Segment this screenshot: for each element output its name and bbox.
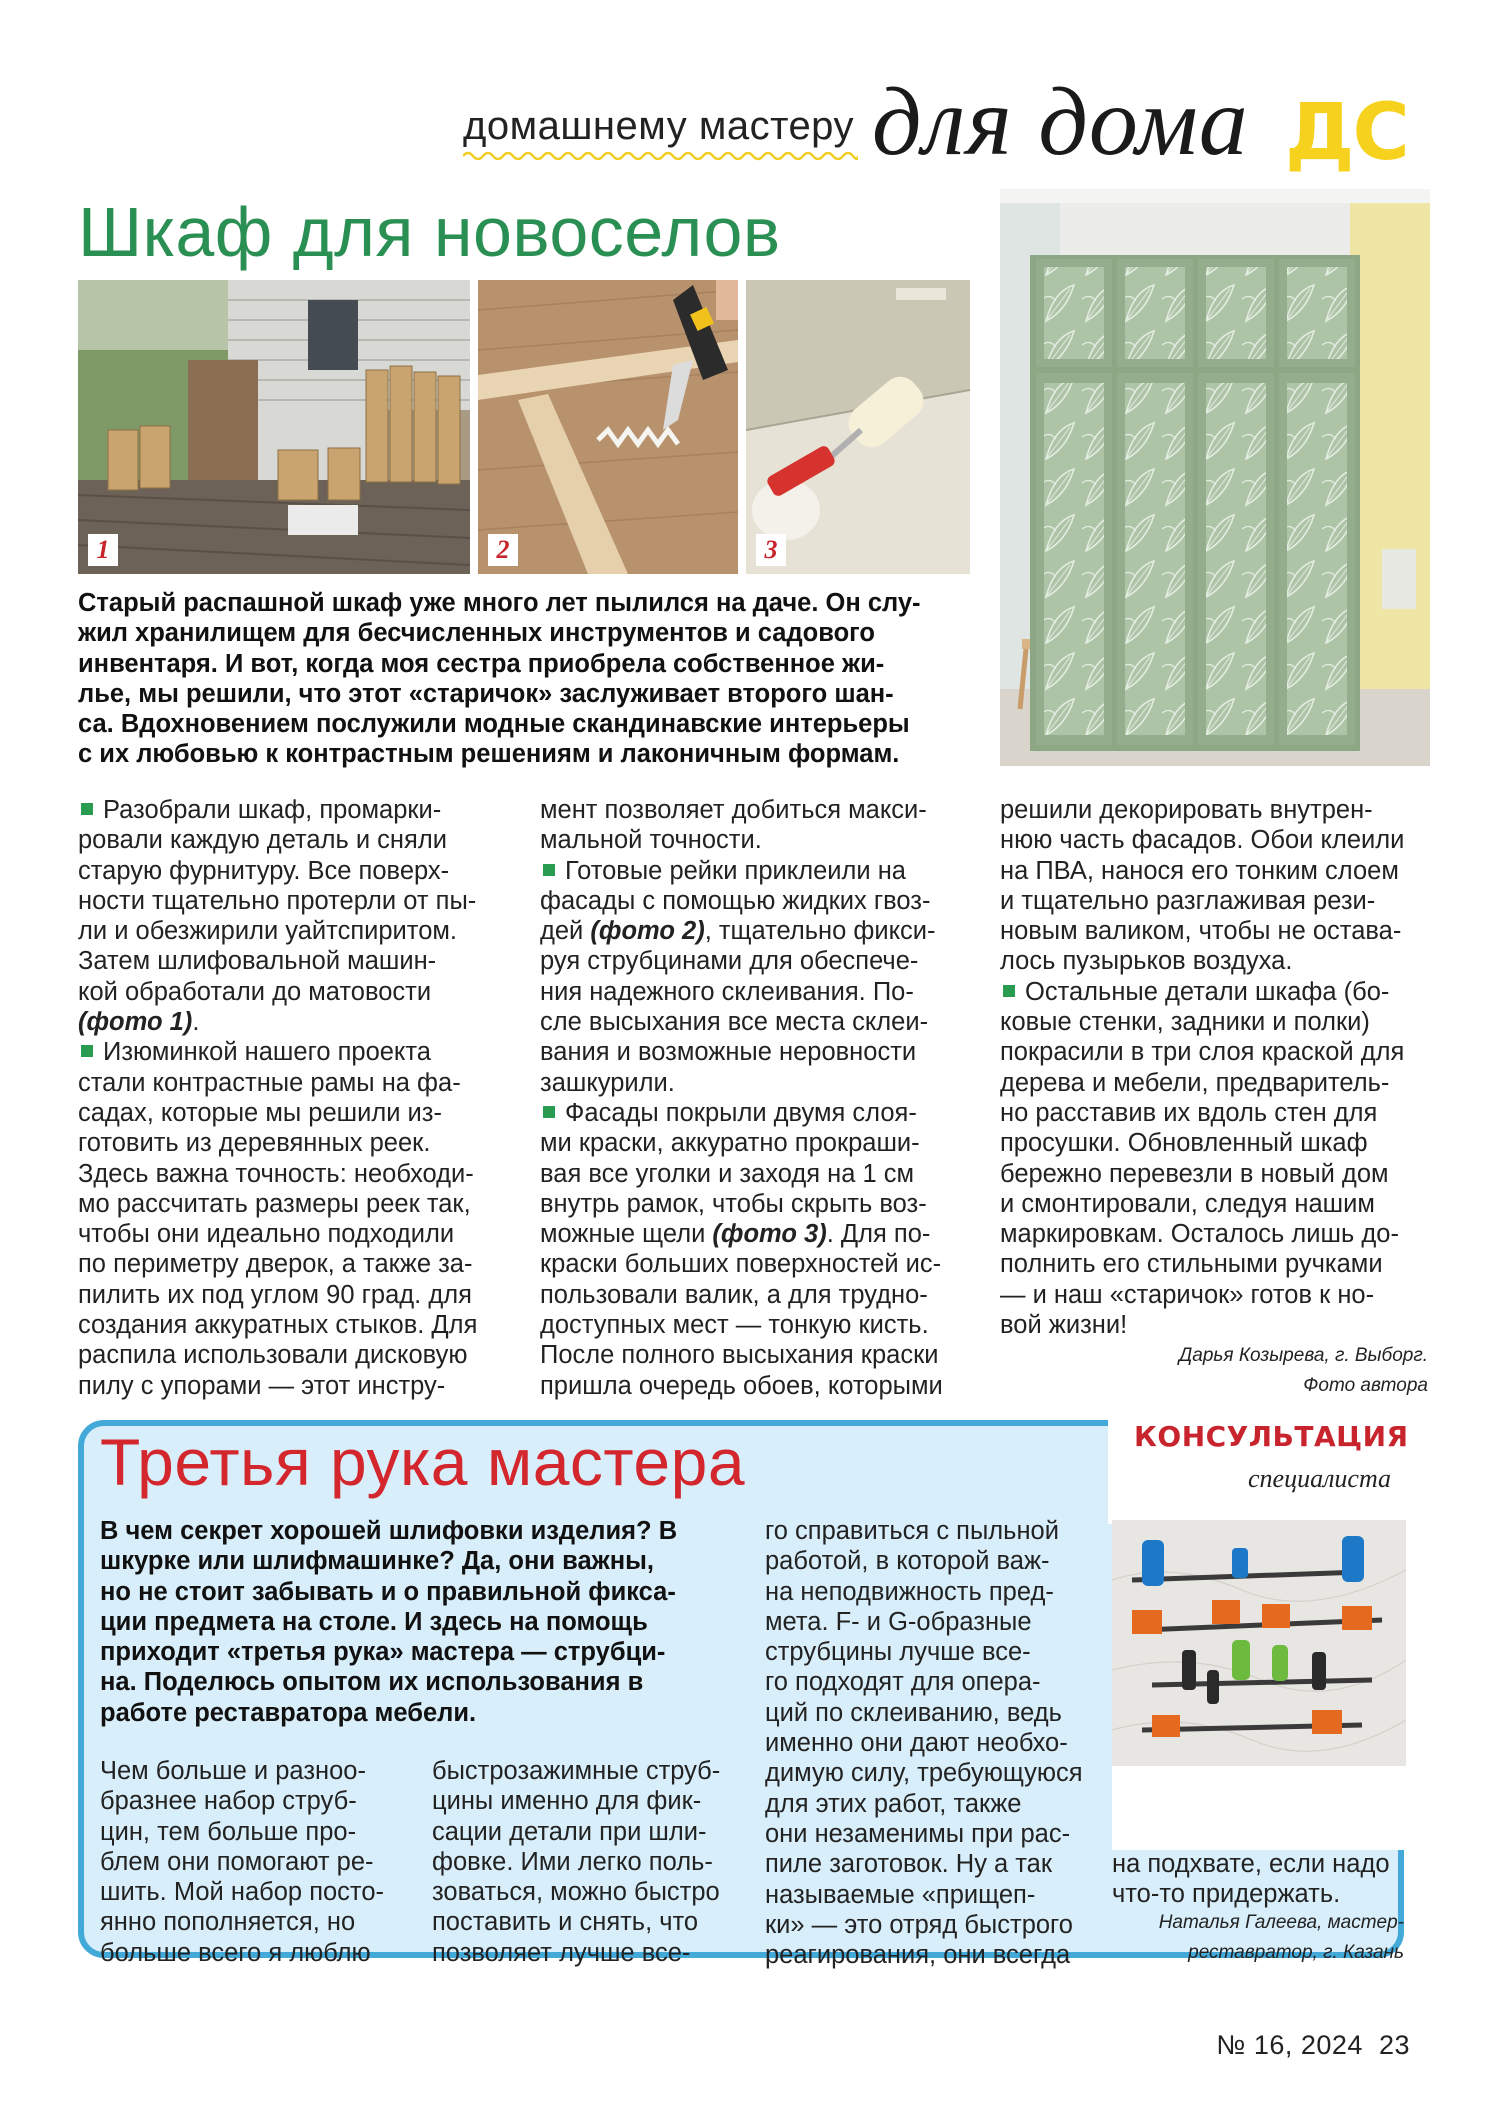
text-line [1000, 1189, 1430, 1219]
text-run: пришла очередь обоев, которыми [540, 1371, 943, 1400]
text-line [1000, 1280, 1430, 1310]
text-run: фасады с помощью жидких гвоз- [540, 886, 931, 915]
text-line: пиле заготовок. Ну а так [765, 1850, 1053, 1879]
photo-clamps-illustration [1112, 1520, 1406, 1850]
text-line [1000, 795, 1430, 825]
text-run: дерева и мебели, предваритель- [1000, 1068, 1390, 1097]
photo-paint-roller [746, 280, 970, 574]
text-run: Фасады покрыли двумя слоя- [565, 1098, 917, 1127]
article-lead [78, 588, 968, 770]
text-line: го подходят для опера- [765, 1668, 1041, 1697]
consultation-lead [100, 1516, 740, 1728]
text-line [540, 825, 970, 855]
text-run: вая все уголки и заходя на 1 см [540, 1159, 915, 1188]
text-run: садах, которые мы решили из- [78, 1098, 442, 1127]
text-line: струбцины лучше все- [765, 1638, 1031, 1667]
text-line [540, 946, 970, 976]
text-line [78, 795, 508, 825]
text-line [1000, 1310, 1430, 1340]
photo-number: 2 [488, 534, 518, 566]
text-run: краски больших поверхностей ис- [540, 1250, 942, 1279]
text-run: . [192, 1008, 200, 1037]
text-line [78, 1340, 508, 1370]
text-run: ния надежного склеивания. По- [540, 977, 914, 1006]
text-line [78, 916, 508, 946]
text-line [78, 1159, 508, 1189]
magazine-logo: ДС [1285, 88, 1408, 178]
text-line [540, 1249, 970, 1279]
text-run: ности тщательно протерли от пы- [78, 886, 477, 915]
text-run: пилить их под углом 90 град. для [78, 1280, 472, 1309]
rubric-wavy-underline [463, 150, 858, 162]
text-line [540, 1340, 970, 1370]
text-run: полнить его стильными ручками [1000, 1250, 1383, 1279]
text-line [540, 1219, 970, 1249]
text-line: больше всего я люблю [100, 1938, 371, 1967]
section-rubric: домашнему мастеру [463, 104, 854, 148]
text-run: создания аккуратных стыков. Для [78, 1311, 478, 1340]
text-line [540, 1068, 970, 1098]
text-run: просушки. Обновленный шкаф [1000, 1129, 1368, 1158]
photo-dacha-illustration [78, 280, 470, 574]
text-run: стали контрастные рамы на фа- [78, 1068, 461, 1097]
text-run: Разобрали шкаф, промарки- [103, 796, 442, 824]
page-number: 23 [1378, 2030, 1410, 2060]
text-run: распила использовали дисковую [78, 1341, 468, 1370]
text-line: димую силу, требующуюся [765, 1759, 1083, 1788]
text-line [540, 1098, 970, 1128]
text-line: позволяет лучше все- [432, 1938, 691, 1967]
consultation-lead-line: шкурке или шлифмашинке? Да, они важны, [100, 1547, 654, 1576]
article-title: Шкаф для новоселов [78, 193, 781, 271]
lead-line: са. Вдохновением послужили модные скандинавские интерьеры [78, 710, 910, 739]
text-line: янно пополняется, но [100, 1908, 356, 1937]
text-line: бразнее набор струб- [100, 1787, 357, 1816]
text-run: сле высыхания все места склеи- [540, 1008, 929, 1037]
text-run: руя струбцинами для обеспече- [540, 947, 919, 976]
text-line [78, 1189, 508, 1219]
photo-gluing-slats [478, 280, 738, 574]
paragraph-bullet [81, 803, 93, 815]
text-run: ровали каждую деталь и сняли [78, 826, 447, 855]
photo-gluing-illustration [478, 280, 738, 574]
text-line [78, 1037, 508, 1067]
text-line: реагирования, они всегда [765, 1941, 1071, 1970]
text-run: кой обработали до матовости [78, 977, 432, 1006]
text-line [540, 1371, 970, 1401]
consultation-column-3 [765, 1516, 1095, 1970]
text-line [540, 977, 970, 1007]
lead-line: лье, мы решили, что этот «старичок» заслуживает второго шан- [78, 679, 894, 708]
text-line [78, 1007, 508, 1037]
text-run: бережно перевезли в новый дом [1000, 1159, 1389, 1188]
text-line [1000, 1249, 1430, 1279]
article-column-1 [78, 795, 508, 1401]
text-line: зоваться, можно быстро [432, 1878, 720, 1907]
text-run: Здесь важна точность: необходи- [78, 1159, 474, 1188]
text-run: ми краски, аккуратно прокраши- [540, 1129, 920, 1158]
text-run: и смонтировали, следуя нашим [1000, 1189, 1375, 1218]
text-line: мета. F- и G-образные [765, 1607, 1032, 1636]
consultation-lead-line: но не стоит забывать и о правильной фикса- [100, 1577, 676, 1606]
magazine-section-title: для дома [872, 68, 1249, 176]
photo-number: 3 [756, 534, 786, 566]
text-run: . Для по- [826, 1220, 931, 1249]
text-line: цин, тем больше про- [100, 1817, 357, 1846]
consultation-column-2 [432, 1756, 752, 1968]
text-run: внутрь рамок, чтобы скрыть воз- [540, 1189, 927, 1218]
consultation-lead-line: ции предмета на столе. И здесь на помощь [100, 1607, 648, 1636]
photo-reference: (фото 2) [590, 917, 705, 946]
lead-line: инвентаря. И вот, когда моя сестра приобрела собственное жи- [78, 649, 885, 678]
text-run: на ПВА, нанося его тонким слоем [1000, 856, 1399, 885]
text-run: мент позволяет добиться макси- [540, 796, 927, 824]
text-line [1000, 886, 1430, 916]
issue-number: № 16, 2024 [1216, 2030, 1363, 2060]
text-run: маркировкам. Осталось лишь до- [1000, 1220, 1399, 1249]
text-run: мальной точности. [540, 826, 762, 855]
photo-reference: (фото 3) [712, 1220, 827, 1249]
text-line [540, 1037, 970, 1067]
text-run: нюю часть фасадов. Обои клеили [1000, 826, 1405, 855]
text-line: сации детали при шли- [432, 1817, 707, 1846]
photo-reference: (фото 1) [78, 1008, 193, 1037]
text-line: работой, в которой важ- [765, 1547, 1050, 1576]
lead-line: с их любовью к контрастным решениям и лаконичным формам. [78, 740, 900, 769]
text-line [78, 1128, 508, 1158]
photo-wardrobe-illustration [1000, 189, 1430, 766]
text-line [78, 1098, 508, 1128]
text-line [540, 1310, 970, 1340]
consultation-lead-line: приходит «третья рука» мастера — струбци- [100, 1638, 666, 1667]
text-line [78, 977, 508, 1007]
text-run: чтобы они идеально подходили [78, 1220, 455, 1249]
text-line: они незаменимы при рас- [765, 1819, 1071, 1848]
paragraph-bullet [543, 864, 555, 876]
text-line: ций по склеиванию, ведь [765, 1698, 1062, 1727]
text-run: и тщательно разглаживая рези- [1000, 886, 1376, 915]
consultation-title: Третья рука мастера [100, 1425, 746, 1499]
text-run: пилу с упорами — этот инстру- [78, 1371, 446, 1400]
text-line: именно они дают необхо- [765, 1729, 1068, 1758]
article-column-3 [1000, 795, 1430, 1340]
text-run: ковые стенки, задники и полки) [1000, 1008, 1370, 1037]
lead-line: Старый распашной шкаф уже много лет пылился на даче. Он слу- [78, 589, 921, 617]
text-line [1000, 1159, 1430, 1189]
text-run: доступных мест — тонкую кисть. [540, 1311, 929, 1340]
text-line [540, 916, 970, 946]
text-line: быстрозажимные струб- [432, 1757, 721, 1785]
text-line [1000, 825, 1430, 855]
text-run: старую фурнитуру. Все поверх- [78, 856, 450, 885]
text-line [540, 1280, 970, 1310]
text-run: готовить из деревянных реек. [78, 1129, 431, 1158]
text-run: пользовали валик, а для трудно- [540, 1280, 928, 1309]
lead-line: жил хранилищем для бесчисленных инструментов и садового [78, 619, 876, 648]
consultation-sublabel: специалиста [1248, 1464, 1392, 1493]
text-run: лось пузырьков воздуха. [1000, 947, 1293, 976]
text-line [540, 1159, 970, 1189]
text-run: новым валиком, чтобы не остава- [1000, 917, 1402, 946]
text-line: блем они помогают ре- [100, 1847, 374, 1876]
consultation-author-line-1: Наталья Галеева, мастер- [1158, 1912, 1404, 1933]
text-line: поставить и снять, что [432, 1908, 699, 1937]
text-line [1000, 1219, 1430, 1249]
text-line [1000, 977, 1430, 1007]
text-run: Остальные детали шкафа (бо- [1025, 977, 1390, 1006]
text-run: решили декорировать внутрен- [1000, 796, 1373, 824]
text-line [78, 856, 508, 886]
text-run: дей [540, 917, 591, 946]
photo-dacha-panels [78, 280, 470, 574]
text-run: , тщательно фикси- [704, 917, 936, 946]
text-run: зашкурили. [540, 1068, 675, 1097]
text-run: мо рассчитать размеры реек так, [78, 1189, 471, 1218]
text-line [540, 856, 970, 886]
text-line: называемые «прищеп- [765, 1880, 1036, 1909]
paragraph-bullet [1003, 985, 1015, 997]
text-line [78, 1371, 508, 1401]
text-run: покрасили в три слоя краской для [1000, 1038, 1405, 1067]
text-line: для этих работ, также [765, 1789, 1022, 1818]
text-line [1000, 1007, 1430, 1037]
text-run: но расставив их вдоль стен для [1000, 1098, 1378, 1127]
text-run: Готовые рейки приклеили на [565, 856, 906, 885]
photo-clamps-frame [1112, 1520, 1406, 1850]
text-run: по периметру дверок, а также за- [78, 1250, 473, 1279]
text-run: Затем шлифовальной машин- [78, 947, 437, 976]
text-line: Чем больше и разноо- [100, 1757, 366, 1785]
text-line [78, 825, 508, 855]
text-line [78, 886, 508, 916]
article-author: Дарья Козырева, г. Выборг. [1178, 1345, 1428, 1366]
photo-finished-wardrobe [1000, 189, 1430, 766]
text-line [540, 886, 970, 916]
consultation-lead-line: работе реставратора мебели. [100, 1698, 477, 1727]
text-run: После полного высыхания краски [540, 1341, 939, 1370]
text-run: ли и обезжирили уайтспиритом. [78, 917, 457, 946]
text-line: шить. Мой набор посто- [100, 1878, 384, 1907]
text-line [1000, 1128, 1430, 1158]
consultation-label: КОНСУЛЬТАЦИЯ [1134, 1420, 1409, 1453]
text-line [540, 795, 970, 825]
text-run: можные щели [540, 1220, 713, 1249]
photo-number: 1 [88, 534, 118, 566]
consultation-column-4 [1112, 1849, 1412, 1910]
text-line [1000, 1068, 1430, 1098]
photo-roller-illustration [746, 280, 970, 574]
paragraph-bullet [81, 1045, 93, 1057]
text-run: Изюминкой нашего проекта [103, 1038, 431, 1067]
text-line [78, 1249, 508, 1279]
text-line: фовке. Ими легко поль- [432, 1847, 713, 1876]
consultation-column-1 [100, 1756, 420, 1968]
photo-credit: Фото автора [1303, 1375, 1428, 1396]
page-footer [1216, 2030, 1410, 2061]
text-line: го справиться с пыльной [765, 1517, 1059, 1545]
text-line [1000, 856, 1430, 886]
text-line [1000, 1037, 1430, 1067]
text-line [78, 1310, 508, 1340]
consultation-lead-line: В чем секрет хорошей шлифовки изделия? В [100, 1517, 678, 1545]
paragraph-bullet [543, 1106, 555, 1118]
text-line [78, 1280, 508, 1310]
text-line [540, 1007, 970, 1037]
article-column-2 [540, 795, 970, 1401]
text-line [78, 946, 508, 976]
text-line [78, 1219, 508, 1249]
text-run: — и наш «старичок» готов к но- [1000, 1280, 1375, 1309]
text-run: вой жизни! [1000, 1311, 1128, 1340]
text-line [78, 1068, 508, 1098]
text-line: цины именно для фик- [432, 1787, 702, 1816]
text-line: ки» — это отряд быстрого [765, 1910, 1073, 1939]
text-line [540, 1128, 970, 1158]
consultation-lead-line: на. Поделюсь опытом их использования в [100, 1668, 644, 1697]
text-line: что-то придержать. [1112, 1880, 1341, 1909]
text-line [1000, 916, 1430, 946]
text-line: на подхвате, если надо [1112, 1850, 1390, 1878]
text-line [1000, 1098, 1430, 1128]
text-line [540, 1189, 970, 1219]
text-line [1000, 946, 1430, 976]
text-line: на неподвижность пред- [765, 1577, 1054, 1606]
text-run: вания и возможные неровности [540, 1038, 917, 1067]
consultation-author-line-2: реставратор, г. Казань [1188, 1942, 1404, 1963]
